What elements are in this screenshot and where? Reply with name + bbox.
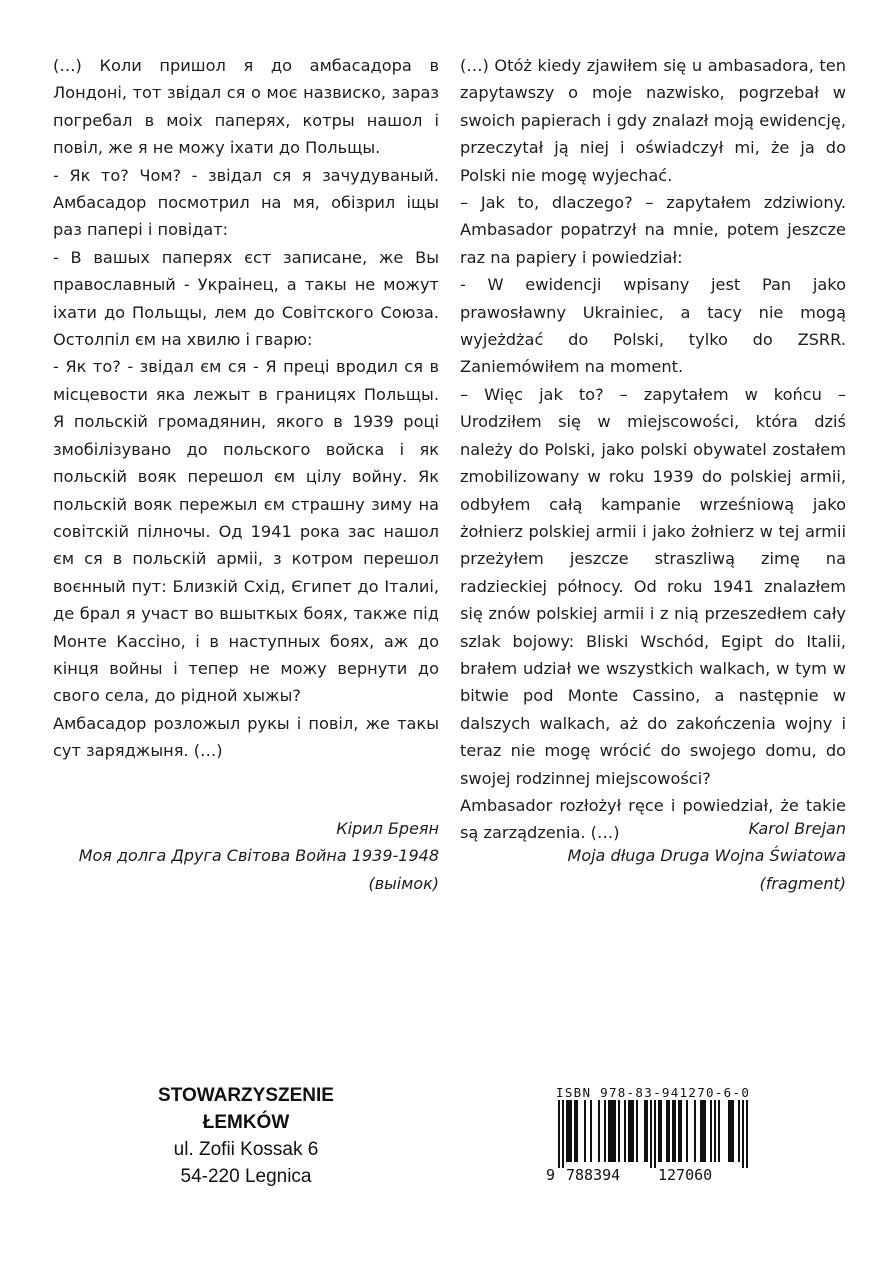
barcode-bar bbox=[742, 1100, 744, 1168]
paragraph: – Więc jak to? – zapytałem w końcu – Urodziłem się w miejscowości, która dziś należy do Polski, jako polski obywatel zostałem zmobilizowany w roku 1939 do polskiej armii, odbyłem całą kampanie wrześniową jako żołnierz polskiej armii i jako żołnierz w tej armii przeżyłem jeszcze straszliwą zimę na radzieckiej północy. Od roku 1941 znalazłem się znów polskiej armii i z nią przeszedłem cały szlak bojowy: Bliski Wschód, Egipt do Italii, brałem udział we wszystkich walkach, w tym w bitwie pod Monte Cassino, a następnie w dalszych walkach, aż do zakończenia wojny i teraz nie mogę wrócić do swojego domu, do swojej rodzinnej miejscowości? bbox=[460, 384, 846, 788]
barcode-bar bbox=[738, 1100, 740, 1162]
publisher-street: ul. Zofii Kossak 6 bbox=[173, 1139, 319, 1160]
paragraph: Ambasador rozłożył ręce i powiedział, że takie są zarządzenia. (…) bbox=[460, 795, 846, 843]
barcode-digits: 788394 bbox=[566, 1166, 621, 1182]
barcode-bar bbox=[746, 1100, 748, 1168]
publisher-name-line2: ŁEMKÓW bbox=[202, 1112, 290, 1133]
barcode-bar bbox=[650, 1100, 652, 1168]
credit-title: Моя долга Друга Світова Война 1939-1948 bbox=[78, 846, 439, 866]
barcode-bar bbox=[660, 1100, 662, 1162]
barcode-bar bbox=[686, 1100, 688, 1162]
isbn-label: ISBN 978-83-941270-6-0 bbox=[556, 1085, 751, 1100]
barcode-bar bbox=[614, 1100, 616, 1162]
paragraph: - В вашых паперях єст записане, же Вы православный - Украінец, а такы не можут іхати до Польщы, лем до Совітского Союза. Остолпіл єм на хвилю і гварю: bbox=[53, 247, 439, 350]
credit-author: Кірил Бреян bbox=[336, 819, 439, 838]
barcode-bar bbox=[598, 1100, 600, 1162]
publisher-name-line1: STOWARZYSZENIE bbox=[158, 1085, 334, 1106]
barcode-bar bbox=[644, 1100, 646, 1162]
barcode-bar bbox=[632, 1100, 634, 1162]
barcode-bar bbox=[568, 1100, 570, 1162]
barcode-bar bbox=[680, 1100, 682, 1162]
barcode-bar bbox=[672, 1100, 674, 1162]
credit-title: Moja długa Druga Wojna Światowa bbox=[567, 846, 846, 866]
barcode-bar bbox=[612, 1100, 614, 1162]
left-column-ukrainian-text bbox=[53, 52, 439, 765]
barcode-bar bbox=[732, 1100, 734, 1162]
barcode-bar bbox=[646, 1100, 648, 1162]
source-credit-ukrainian bbox=[53, 815, 439, 897]
barcode-bar bbox=[694, 1100, 696, 1162]
barcode-bar bbox=[728, 1100, 730, 1162]
barcode-bar bbox=[576, 1100, 578, 1162]
barcode-bar bbox=[628, 1100, 630, 1162]
barcode-bar bbox=[658, 1100, 660, 1162]
barcode-bar bbox=[668, 1100, 670, 1162]
paragraph: (…) Otóż kiedy zjawiłem się u ambasadora, ten zapytawszy o moje nazwisko, pogrzebał w swoich papierach i gdy znalazł moją ewidencję, przeczytał ją niej i oświadczył mi, że ja do Polski nie mogę wyjechać. bbox=[460, 56, 846, 185]
barcode-bar bbox=[558, 1100, 560, 1168]
barcode-digits: 9 bbox=[546, 1166, 556, 1182]
barcode-bar bbox=[730, 1100, 732, 1162]
paragraph: - W ewidencji wpisany jest Pan jako prawosławny Ukrainiec, a tacy nie mogą wyjeżdżać do Polski, tylko do ZSRR. Zaniemówiłem na moment. bbox=[460, 275, 846, 377]
credit-note: (выімок) bbox=[368, 873, 439, 893]
barcode-bar bbox=[584, 1100, 586, 1162]
isbn-barcode bbox=[546, 1085, 752, 1185]
barcode-image bbox=[546, 1100, 752, 1182]
barcode-bar bbox=[618, 1100, 620, 1162]
paragraph: (…) Коли пришол я до амбасадора в Лондоні, тот звідал ся о моє назвиско, зараз погребал в моіх паперях, котры нашол і повіл, же я не можу іхати до Польщы. bbox=[53, 56, 439, 158]
barcode-bar bbox=[570, 1100, 572, 1162]
barcode-bar bbox=[714, 1100, 716, 1162]
paragraph: - Як то? Чом? - звідал ся я зачудуваный. Амбасадор посмотрил на мя, обізрил іщы раз папері і повідат: bbox=[53, 165, 439, 240]
right-column-polish-text bbox=[460, 52, 846, 847]
barcode-bar bbox=[710, 1100, 712, 1162]
barcode-bar bbox=[630, 1100, 632, 1162]
publisher-city: 54-220 Legnica bbox=[180, 1166, 312, 1187]
barcode-bar bbox=[590, 1100, 592, 1162]
credit-author: Karol Brejan bbox=[748, 819, 846, 838]
barcode-bar bbox=[704, 1100, 706, 1162]
barcode-bar bbox=[624, 1100, 626, 1162]
barcode-bar bbox=[718, 1100, 720, 1162]
barcode-bar bbox=[666, 1100, 668, 1162]
barcode-bar bbox=[678, 1100, 680, 1162]
source-credit-polish bbox=[460, 815, 846, 897]
barcode-bar bbox=[674, 1100, 676, 1162]
credit-note: (fragment) bbox=[759, 873, 846, 893]
barcode-bar bbox=[654, 1100, 656, 1168]
barcode-bar bbox=[566, 1100, 568, 1162]
publisher-address bbox=[128, 1082, 364, 1190]
barcode-bar bbox=[700, 1100, 702, 1162]
barcode-bar bbox=[574, 1100, 576, 1162]
paragraph: Амбасадор розложыл рукы і повіл, же такы сут заряджыня. (…) bbox=[53, 713, 439, 761]
barcode-bar bbox=[702, 1100, 704, 1162]
barcode-digits: 127060 bbox=[658, 1166, 713, 1182]
barcode-bar bbox=[604, 1100, 606, 1162]
barcode-bar bbox=[610, 1100, 612, 1162]
paragraph: – Jak to, dlaczego? – zapytałem zdziwiony. Ambasador popatrzył na mnie, potem jeszcze raz na papiery i powiedział: bbox=[460, 193, 846, 267]
barcode-bar bbox=[562, 1100, 564, 1168]
barcode-bar bbox=[636, 1100, 638, 1162]
barcode-bar bbox=[608, 1100, 610, 1162]
paragraph: - Як то? - звідал єм ся - Я преці вродил ся в місцевости яка лежыт в границях Польщы. Я польскій громадянин, якого в 1939 році змобілізувано до польского войска і як польскій вояк перешол єм цілу войну. Як польскій вояк пережыл єм страшну зиму на совітскій пілночы. Од 1941 рока зас нашол єм ся в польскій арміі, з котром перешол воєнный пут: Близкій Схід, Єгипет до Італиі, де брал я участ во вшыткых боях, также під Монте Кассіно, і в наступных боях, аж до кінця войны і тепер не можу вернути до свого села, до рідной хыжы? bbox=[53, 357, 439, 706]
